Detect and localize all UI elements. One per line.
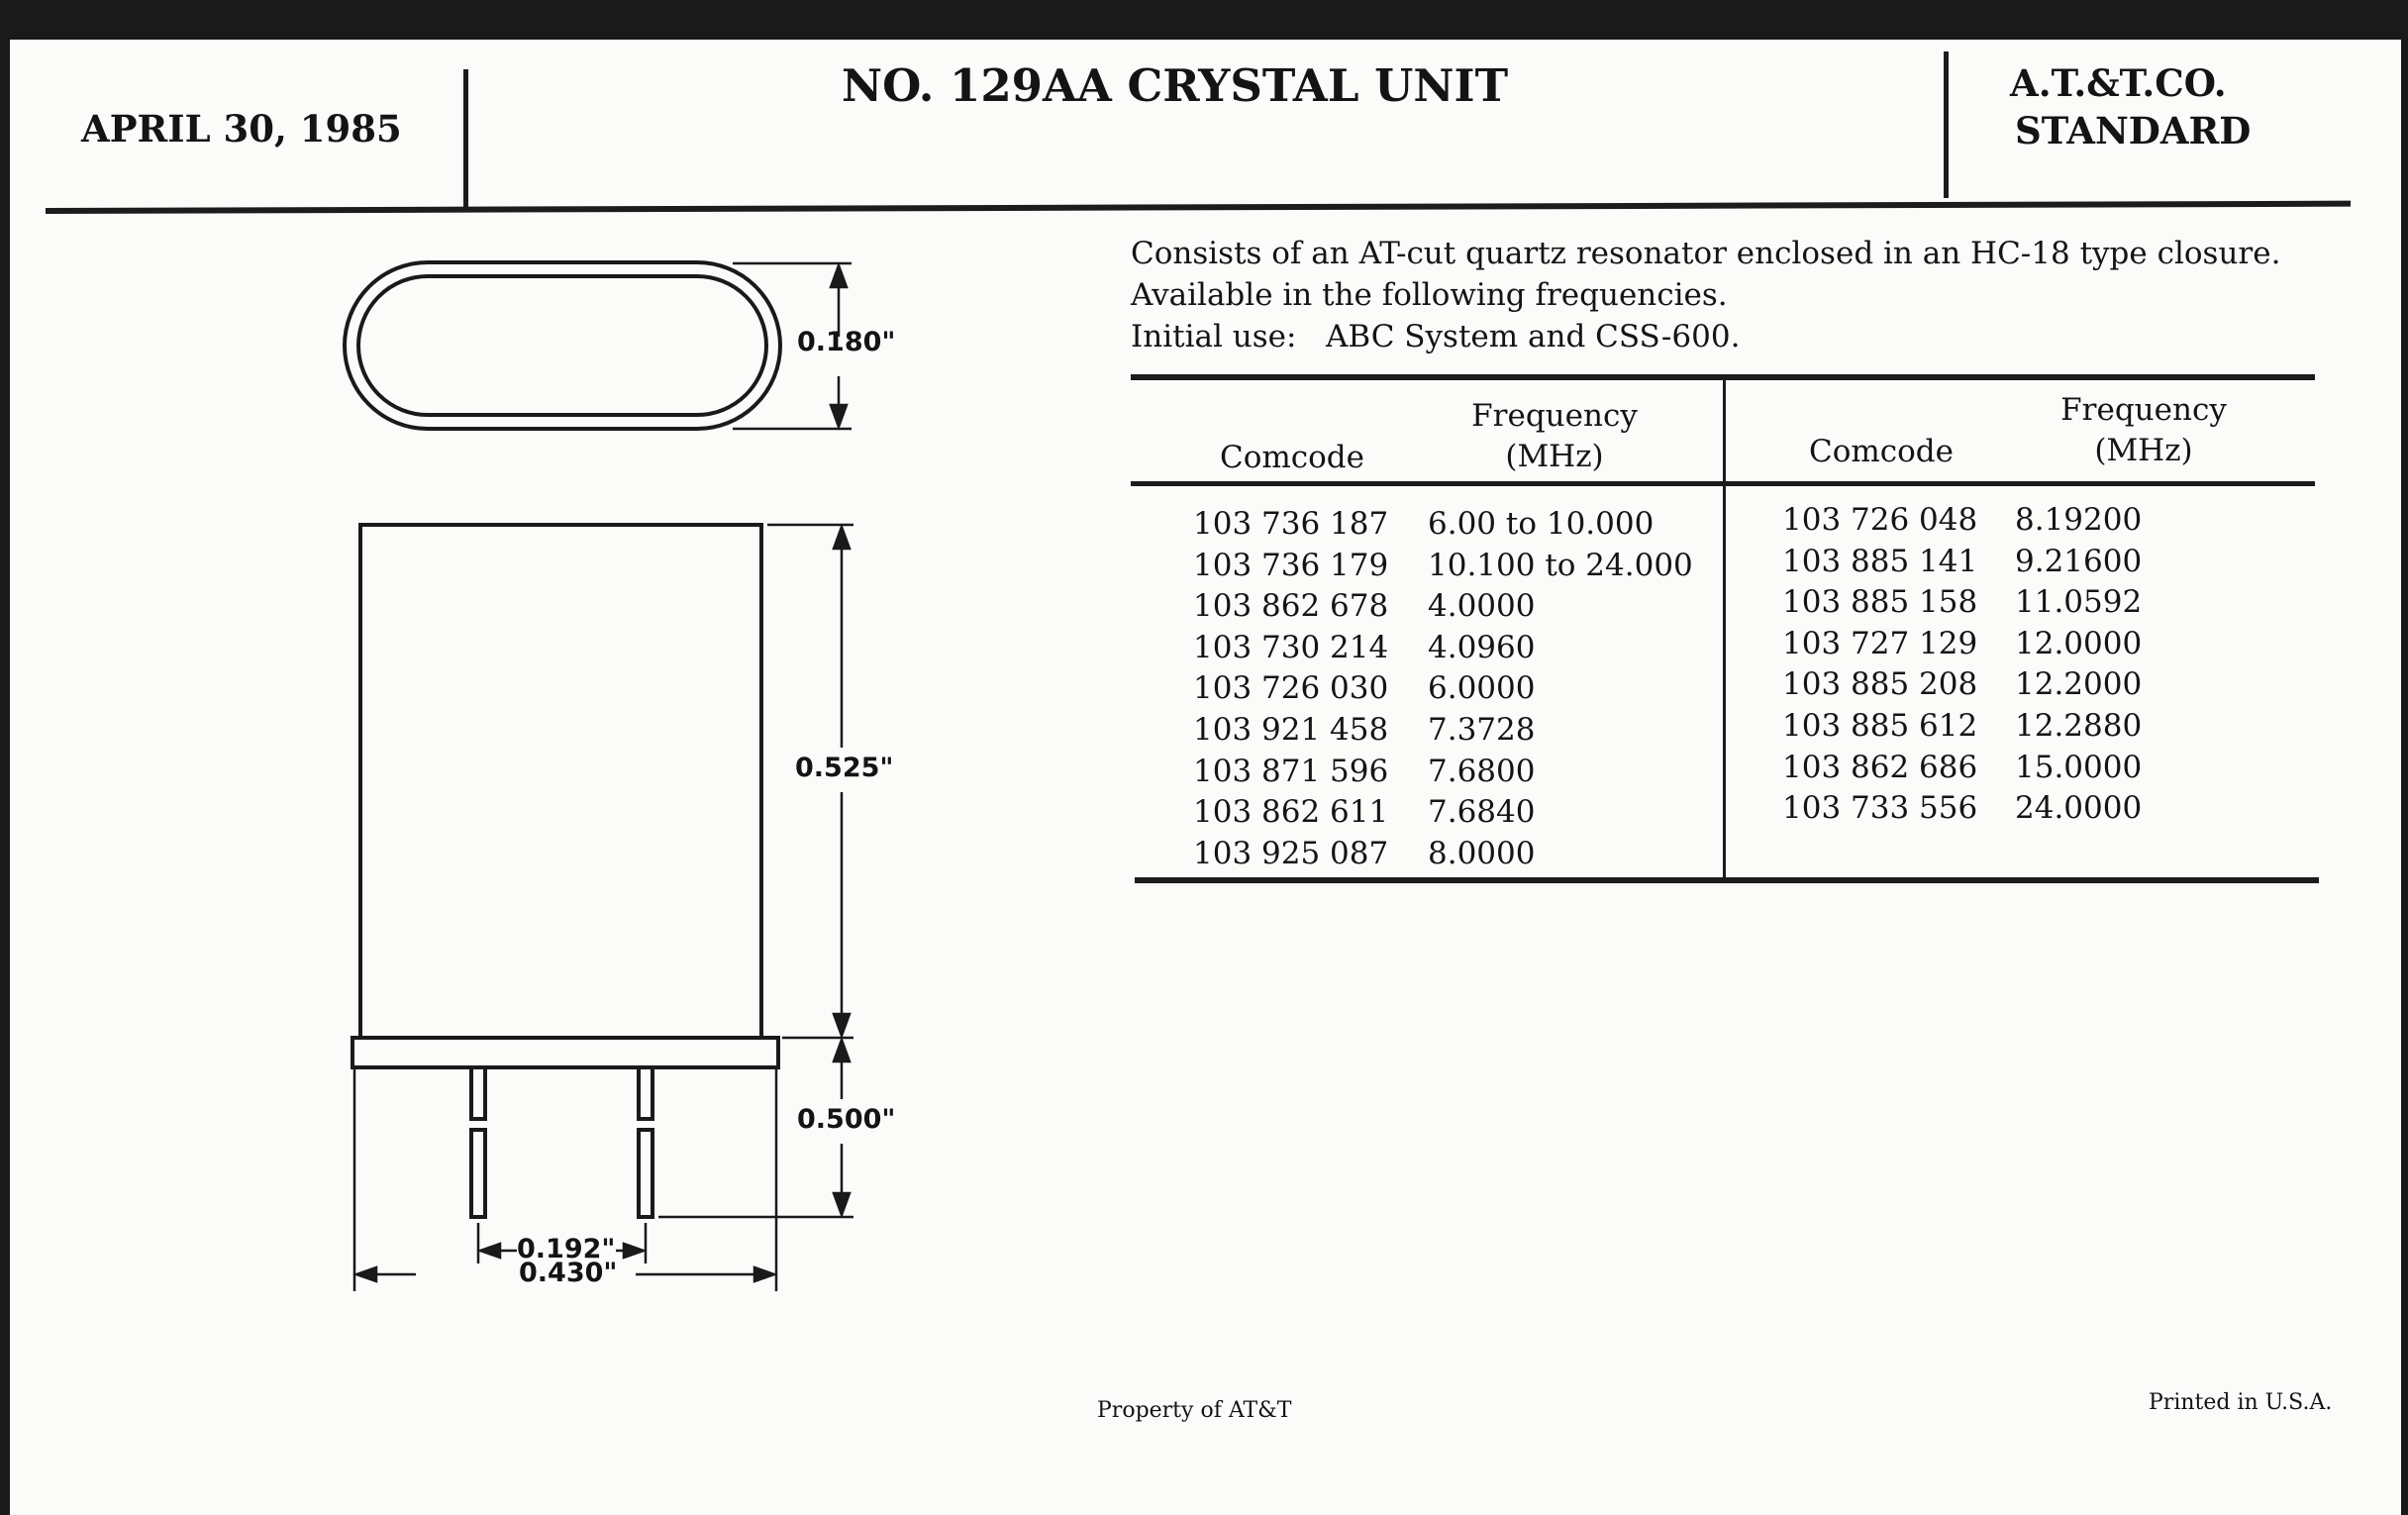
right-frequency-cell: 8.19200 [2015, 502, 2143, 538]
left-frequency-cell: 7.6840 [1428, 794, 1536, 831]
right-comcode-cell: 103 862 686 [1782, 749, 1978, 785]
description-line-2: Available in the following frequencies. [1131, 277, 1728, 313]
header-divider-right [1944, 51, 1949, 198]
left-comcode-cell: 103 862 611 [1193, 794, 1389, 831]
pin-right-upper [639, 1067, 652, 1119]
property-notice: Property of AT&T [1097, 1398, 1292, 1423]
org-name: A.T.&T.CO. [2010, 61, 2227, 105]
body-outline [360, 525, 761, 1038]
pin-left-upper [471, 1067, 485, 1119]
right-frequency-unit: (MHz) [2094, 433, 2193, 468]
left-frequency-cell: 4.0000 [1428, 588, 1536, 625]
dimension-body-height: 0.525" [795, 753, 894, 783]
page-title: NO. 129AA CRYSTAL UNIT [842, 59, 1509, 112]
dimension-base-width: 0.430" [519, 1258, 618, 1288]
right-frequency-cell: 12.2880 [2015, 708, 2143, 744]
right-frequency-cell: 12.0000 [2015, 625, 2143, 661]
left-frequency-cell: 10.100 to 24.000 [1428, 547, 1693, 583]
left-frequency-cell: 4.0960 [1428, 629, 1536, 665]
right-comcode-cell: 103 885 208 [1782, 666, 1978, 703]
printed-notice: Printed in U.S.A. [2149, 1390, 2333, 1415]
right-frequency-cell: 9.21600 [2015, 543, 2143, 579]
dimension-pin-length: 0.500" [797, 1104, 896, 1135]
right-comcode-header: Comcode [1809, 434, 1954, 469]
right-comcode-cell: 103 726 048 [1782, 502, 1978, 538]
right-frequency-cell: 11.0592 [2015, 584, 2143, 621]
right-comcode-cell: 103 885 158 [1782, 584, 1978, 621]
base-outline [352, 1038, 778, 1067]
pin-right-lower [639, 1130, 652, 1217]
issue-date: APRIL 30, 1985 [81, 107, 402, 151]
table-column-divider [1723, 378, 1726, 879]
left-comcode-cell: 103 871 596 [1193, 753, 1389, 789]
left-comcode-header: Comcode [1220, 440, 1364, 475]
left-comcode-cell: 103 736 179 [1193, 547, 1389, 583]
description-line-1: Consists of an AT-cut quartz resonator enclosed in an HC-18 type closure. [1131, 236, 2281, 271]
left-comcode-cell: 103 925 087 [1193, 835, 1389, 871]
dimension-top-width: 0.180" [797, 327, 896, 357]
right-comcode-cell: 103 733 556 [1782, 790, 1978, 827]
left-comcode-cell: 103 862 678 [1193, 588, 1389, 625]
right-frequency-header: Frequency [2060, 392, 2227, 428]
left-frequency-unit: (MHz) [1505, 439, 1604, 474]
right-comcode-cell: 103 885 612 [1782, 708, 1978, 744]
description-line-3: Initial use: ABC System and CSS-600. [1131, 319, 1741, 354]
spec-sheet [10, 40, 2401, 1515]
left-frequency-cell: 7.6800 [1428, 753, 1536, 789]
left-comcode-cell: 103 921 458 [1193, 712, 1389, 748]
left-comcode-cell: 103 736 187 [1193, 506, 1389, 542]
right-comcode-cell: 103 727 129 [1782, 625, 1978, 661]
left-comcode-cell: 103 730 214 [1193, 629, 1389, 665]
standard-label: STANDARD [2015, 109, 2252, 152]
left-frequency-header: Frequency [1471, 398, 1638, 434]
top-view-outline [345, 262, 780, 429]
left-frequency-cell: 8.0000 [1428, 835, 1536, 871]
right-frequency-cell: 15.0000 [2015, 749, 2143, 785]
left-frequency-cell: 6.00 to 10.000 [1428, 506, 1655, 542]
left-comcode-cell: 103 726 030 [1193, 670, 1389, 707]
pin-left-lower [471, 1130, 485, 1217]
left-frequency-cell: 7.3728 [1428, 712, 1536, 748]
right-comcode-cell: 103 885 141 [1782, 543, 1978, 579]
table-bottom-rule [1135, 877, 2319, 883]
right-frequency-cell: 12.2000 [2015, 666, 2143, 703]
left-frequency-cell: 6.0000 [1428, 670, 1536, 707]
dimension-pin-spacing: 0.192" [517, 1234, 616, 1264]
right-frequency-cell: 24.0000 [2015, 790, 2143, 827]
crystal-unit-drawing [10, 40, 1099, 1347]
top-view-inner-outline [358, 276, 766, 415]
